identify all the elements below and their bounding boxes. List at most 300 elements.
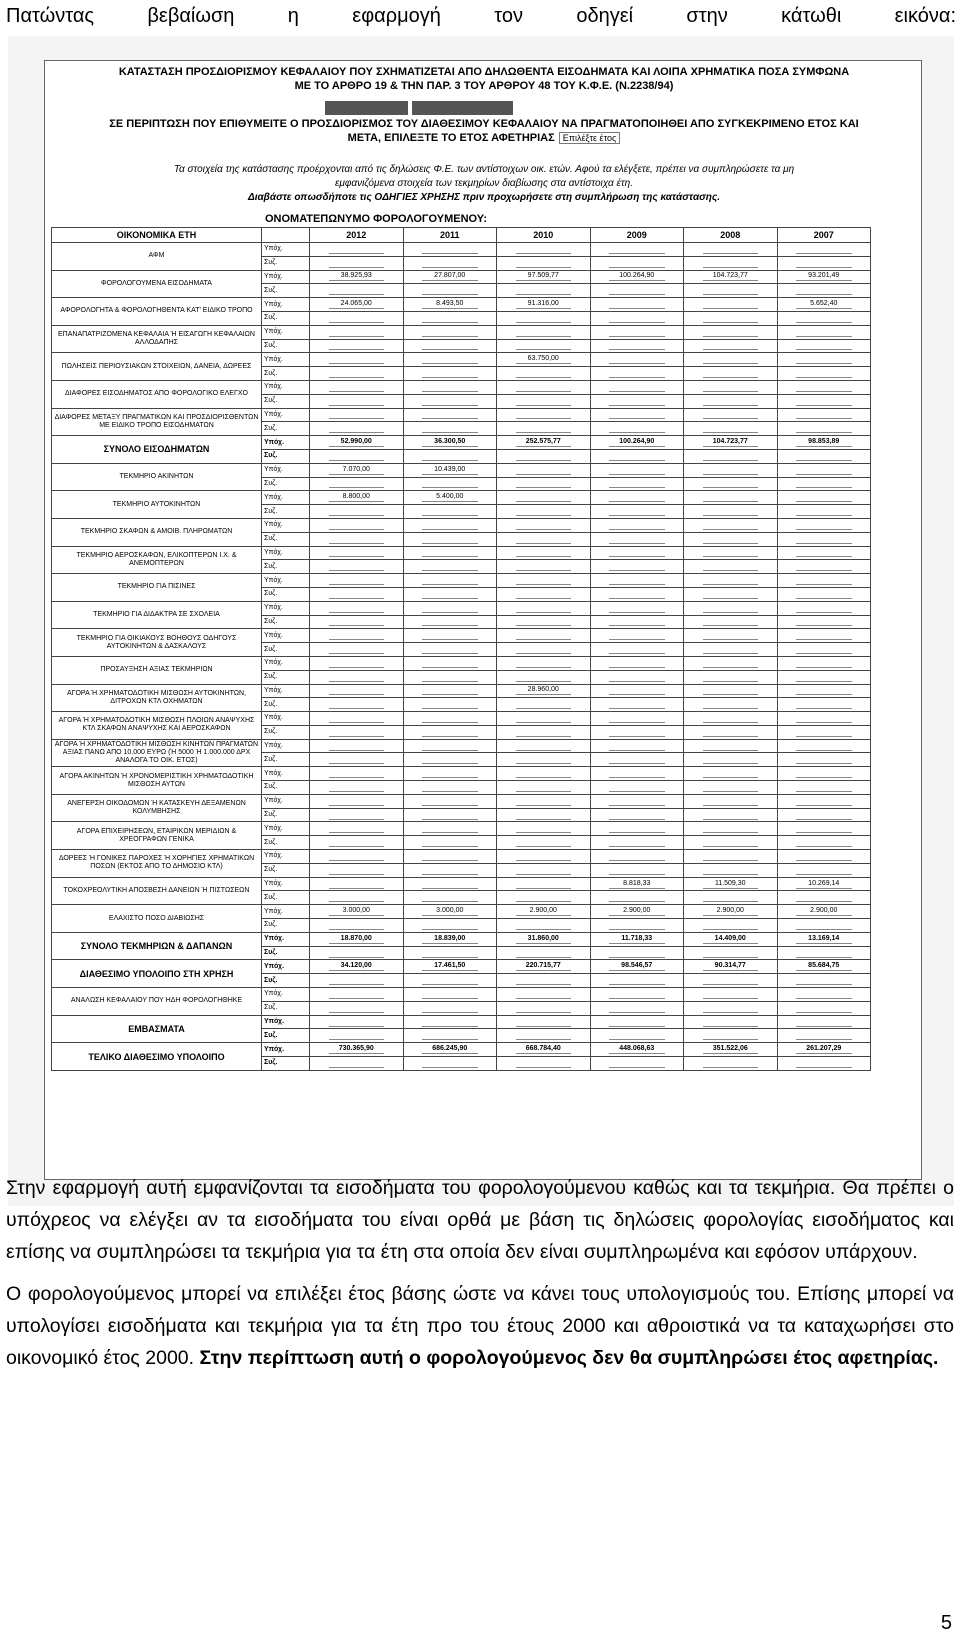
value-cell[interactable] <box>590 256 684 270</box>
value-cell[interactable] <box>403 643 497 657</box>
value-cell[interactable] <box>777 946 871 960</box>
value-cell[interactable] <box>684 891 778 905</box>
value-cell[interactable] <box>403 1015 497 1029</box>
value-cell[interactable] <box>684 339 778 353</box>
value-cell[interactable] <box>497 1001 591 1015</box>
value-cell[interactable] <box>310 325 404 339</box>
value-cell[interactable] <box>403 243 497 257</box>
value-cell[interactable] <box>777 587 871 601</box>
value-cell[interactable] <box>310 836 404 850</box>
value-cell[interactable] <box>684 394 778 408</box>
value-cell[interactable] <box>590 408 684 422</box>
value-cell[interactable] <box>590 988 684 1002</box>
value-cell[interactable] <box>403 629 497 643</box>
value-cell[interactable] <box>590 643 684 657</box>
value-cell[interactable] <box>684 587 778 601</box>
value-cell[interactable] <box>497 794 591 808</box>
value-cell[interactable] <box>403 725 497 739</box>
value-cell[interactable] <box>777 712 871 726</box>
value-cell[interactable] <box>403 615 497 629</box>
value-cell[interactable] <box>684 408 778 422</box>
value-cell[interactable] <box>403 753 497 767</box>
value-cell[interactable] <box>403 436 497 450</box>
value-cell[interactable] <box>590 243 684 257</box>
value-cell[interactable] <box>590 587 684 601</box>
value-cell[interactable] <box>777 1043 871 1057</box>
value-cell[interactable] <box>590 353 684 367</box>
value-cell[interactable] <box>777 574 871 588</box>
value-cell[interactable] <box>684 243 778 257</box>
value-cell[interactable] <box>684 422 778 436</box>
value-cell[interactable] <box>590 436 684 450</box>
value-cell[interactable] <box>310 739 404 753</box>
value-cell[interactable] <box>684 974 778 988</box>
value-cell[interactable] <box>777 463 871 477</box>
value-cell[interactable] <box>590 753 684 767</box>
value-cell[interactable] <box>403 408 497 422</box>
value-cell[interactable] <box>777 850 871 864</box>
value-cell[interactable] <box>590 394 684 408</box>
value-cell[interactable] <box>403 270 497 284</box>
value-cell[interactable] <box>590 560 684 574</box>
value-cell[interactable] <box>590 629 684 643</box>
value-cell[interactable] <box>497 822 591 836</box>
value-cell[interactable] <box>403 560 497 574</box>
value-cell[interactable] <box>310 270 404 284</box>
value-cell[interactable] <box>777 988 871 1002</box>
value-cell[interactable] <box>497 767 591 781</box>
value-cell[interactable] <box>310 587 404 601</box>
value-cell[interactable] <box>497 712 591 726</box>
value-cell[interactable] <box>590 311 684 325</box>
value-cell[interactable] <box>403 739 497 753</box>
value-cell[interactable] <box>684 546 778 560</box>
value-cell[interactable] <box>590 919 684 933</box>
value-cell[interactable] <box>590 574 684 588</box>
value-cell[interactable] <box>310 629 404 643</box>
value-cell[interactable] <box>310 946 404 960</box>
value-cell[interactable] <box>310 698 404 712</box>
value-cell[interactable] <box>777 243 871 257</box>
value-cell[interactable] <box>777 505 871 519</box>
value-cell[interactable] <box>777 753 871 767</box>
value-cell[interactable] <box>310 436 404 450</box>
value-cell[interactable] <box>777 781 871 795</box>
value-cell[interactable] <box>777 394 871 408</box>
value-cell[interactable] <box>684 905 778 919</box>
value-cell[interactable] <box>777 477 871 491</box>
value-cell[interactable] <box>777 518 871 532</box>
value-cell[interactable] <box>497 587 591 601</box>
value-cell[interactable] <box>310 311 404 325</box>
value-cell[interactable] <box>310 988 404 1002</box>
value-cell[interactable] <box>403 311 497 325</box>
value-cell[interactable] <box>777 670 871 684</box>
value-cell[interactable] <box>777 408 871 422</box>
value-cell[interactable] <box>310 615 404 629</box>
value-cell[interactable] <box>403 656 497 670</box>
value-cell[interactable] <box>497 449 591 463</box>
value-cell[interactable] <box>310 505 404 519</box>
value-cell[interactable] <box>777 932 871 946</box>
value-cell[interactable] <box>497 974 591 988</box>
value-cell[interactable] <box>497 656 591 670</box>
value-cell[interactable] <box>590 670 684 684</box>
value-cell[interactable] <box>590 891 684 905</box>
value-cell[interactable] <box>403 505 497 519</box>
value-cell[interactable] <box>497 670 591 684</box>
value-cell[interactable] <box>777 449 871 463</box>
value-cell[interactable] <box>403 422 497 436</box>
value-cell[interactable] <box>310 339 404 353</box>
value-cell[interactable] <box>777 436 871 450</box>
value-cell[interactable] <box>310 394 404 408</box>
value-cell[interactable] <box>497 781 591 795</box>
value-cell[interactable] <box>777 643 871 657</box>
value-cell[interactable] <box>777 270 871 284</box>
value-cell[interactable] <box>310 546 404 560</box>
value-cell[interactable] <box>310 1001 404 1015</box>
value-cell[interactable] <box>310 367 404 381</box>
value-cell[interactable] <box>590 463 684 477</box>
value-cell[interactable] <box>777 698 871 712</box>
value-cell[interactable] <box>684 284 778 298</box>
value-cell[interactable] <box>777 367 871 381</box>
value-cell[interactable] <box>403 712 497 726</box>
value-cell[interactable] <box>590 850 684 864</box>
value-cell[interactable] <box>497 905 591 919</box>
value-cell[interactable] <box>777 836 871 850</box>
value-cell[interactable] <box>310 932 404 946</box>
value-cell[interactable] <box>497 491 591 505</box>
value-cell[interactable] <box>310 960 404 974</box>
value-cell[interactable] <box>497 436 591 450</box>
value-cell[interactable] <box>590 325 684 339</box>
value-cell[interactable] <box>777 684 871 698</box>
value-cell[interactable] <box>310 463 404 477</box>
value-cell[interactable] <box>497 932 591 946</box>
value-cell[interactable] <box>590 284 684 298</box>
value-cell[interactable] <box>403 863 497 877</box>
value-cell[interactable] <box>497 1057 591 1071</box>
value-cell[interactable] <box>403 532 497 546</box>
value-cell[interactable] <box>777 960 871 974</box>
value-cell[interactable] <box>403 1043 497 1057</box>
value-cell[interactable] <box>590 946 684 960</box>
value-cell[interactable] <box>497 643 591 657</box>
value-cell[interactable] <box>497 601 591 615</box>
value-cell[interactable] <box>777 1029 871 1043</box>
value-cell[interactable] <box>403 587 497 601</box>
value-cell[interactable] <box>310 243 404 257</box>
value-cell[interactable] <box>684 877 778 891</box>
value-cell[interactable] <box>590 808 684 822</box>
value-cell[interactable] <box>684 256 778 270</box>
value-cell[interactable] <box>497 477 591 491</box>
value-cell[interactable] <box>777 284 871 298</box>
value-cell[interactable] <box>684 353 778 367</box>
value-cell[interactable] <box>684 601 778 615</box>
value-cell[interactable] <box>590 477 684 491</box>
value-cell[interactable] <box>310 670 404 684</box>
value-cell[interactable] <box>684 919 778 933</box>
value-cell[interactable] <box>497 739 591 753</box>
value-cell[interactable] <box>497 863 591 877</box>
value-cell[interactable] <box>403 767 497 781</box>
value-cell[interactable] <box>684 532 778 546</box>
value-cell[interactable] <box>684 518 778 532</box>
value-cell[interactable] <box>590 1057 684 1071</box>
value-cell[interactable] <box>310 919 404 933</box>
value-cell[interactable] <box>684 629 778 643</box>
value-cell[interactable] <box>310 518 404 532</box>
value-cell[interactable] <box>684 712 778 726</box>
value-cell[interactable] <box>310 477 404 491</box>
value-cell[interactable] <box>310 643 404 657</box>
value-cell[interactable] <box>684 781 778 795</box>
value-cell[interactable] <box>684 463 778 477</box>
value-cell[interactable] <box>310 808 404 822</box>
value-cell[interactable] <box>497 560 591 574</box>
value-cell[interactable] <box>497 574 591 588</box>
value-cell[interactable] <box>684 449 778 463</box>
value-cell[interactable] <box>590 422 684 436</box>
value-cell[interactable] <box>403 491 497 505</box>
value-cell[interactable] <box>497 284 591 298</box>
value-cell[interactable] <box>497 463 591 477</box>
value-cell[interactable] <box>403 698 497 712</box>
value-cell[interactable] <box>310 850 404 864</box>
value-cell[interactable] <box>310 284 404 298</box>
value-cell[interactable] <box>777 725 871 739</box>
value-cell[interactable] <box>403 946 497 960</box>
value-cell[interactable] <box>777 877 871 891</box>
value-cell[interactable] <box>684 946 778 960</box>
value-cell[interactable] <box>590 339 684 353</box>
value-cell[interactable] <box>497 353 591 367</box>
value-cell[interactable] <box>310 767 404 781</box>
value-cell[interactable] <box>497 532 591 546</box>
value-cell[interactable] <box>403 684 497 698</box>
value-cell[interactable] <box>310 380 404 394</box>
value-cell[interactable] <box>310 656 404 670</box>
value-cell[interactable] <box>777 863 871 877</box>
value-cell[interactable] <box>403 974 497 988</box>
value-cell[interactable] <box>403 463 497 477</box>
value-cell[interactable] <box>403 822 497 836</box>
value-cell[interactable] <box>777 560 871 574</box>
value-cell[interactable] <box>684 960 778 974</box>
value-cell[interactable] <box>310 781 404 795</box>
value-cell[interactable] <box>590 532 684 546</box>
value-cell[interactable] <box>684 574 778 588</box>
value-cell[interactable] <box>777 601 871 615</box>
value-cell[interactable] <box>684 270 778 284</box>
value-cell[interactable] <box>403 394 497 408</box>
value-cell[interactable] <box>590 298 684 312</box>
value-cell[interactable] <box>403 477 497 491</box>
value-cell[interactable] <box>684 367 778 381</box>
value-cell[interactable] <box>310 877 404 891</box>
value-cell[interactable] <box>684 1029 778 1043</box>
value-cell[interactable] <box>684 298 778 312</box>
value-cell[interactable] <box>777 629 871 643</box>
form-button-1[interactable] <box>325 101 408 115</box>
value-cell[interactable] <box>497 946 591 960</box>
value-cell[interactable] <box>403 325 497 339</box>
value-cell[interactable] <box>497 367 591 381</box>
value-cell[interactable] <box>403 836 497 850</box>
value-cell[interactable] <box>684 725 778 739</box>
value-cell[interactable] <box>497 546 591 560</box>
value-cell[interactable] <box>497 1015 591 1029</box>
value-cell[interactable] <box>777 905 871 919</box>
value-cell[interactable] <box>684 836 778 850</box>
value-cell[interactable] <box>403 298 497 312</box>
value-cell[interactable] <box>590 449 684 463</box>
value-cell[interactable] <box>310 794 404 808</box>
value-cell[interactable] <box>684 643 778 657</box>
value-cell[interactable] <box>777 794 871 808</box>
value-cell[interactable] <box>403 339 497 353</box>
value-cell[interactable] <box>777 298 871 312</box>
value-cell[interactable] <box>497 1043 591 1057</box>
value-cell[interactable] <box>310 891 404 905</box>
value-cell[interactable] <box>684 656 778 670</box>
value-cell[interactable] <box>777 767 871 781</box>
value-cell[interactable] <box>310 422 404 436</box>
value-cell[interactable] <box>590 656 684 670</box>
value-cell[interactable] <box>310 1057 404 1071</box>
value-cell[interactable] <box>777 1057 871 1071</box>
value-cell[interactable] <box>310 298 404 312</box>
value-cell[interactable] <box>684 767 778 781</box>
value-cell[interactable] <box>590 505 684 519</box>
value-cell[interactable] <box>403 449 497 463</box>
value-cell[interactable] <box>777 656 871 670</box>
value-cell[interactable] <box>684 311 778 325</box>
value-cell[interactable] <box>497 836 591 850</box>
value-cell[interactable] <box>684 491 778 505</box>
value-cell[interactable] <box>310 353 404 367</box>
value-cell[interactable] <box>310 449 404 463</box>
value-cell[interactable] <box>497 505 591 519</box>
value-cell[interactable] <box>777 1001 871 1015</box>
value-cell[interactable] <box>403 905 497 919</box>
value-cell[interactable] <box>777 491 871 505</box>
value-cell[interactable] <box>403 1001 497 1015</box>
value-cell[interactable] <box>777 380 871 394</box>
value-cell[interactable] <box>497 380 591 394</box>
value-cell[interactable] <box>403 877 497 891</box>
value-cell[interactable] <box>497 270 591 284</box>
value-cell[interactable] <box>684 1057 778 1071</box>
value-cell[interactable] <box>590 1043 684 1057</box>
value-cell[interactable] <box>590 974 684 988</box>
start-year-select[interactable]: Επιλέξτε έτος <box>559 132 621 144</box>
value-cell[interactable] <box>497 394 591 408</box>
value-cell[interactable] <box>497 243 591 257</box>
value-cell[interactable] <box>777 325 871 339</box>
value-cell[interactable] <box>684 380 778 394</box>
value-cell[interactable] <box>777 919 871 933</box>
value-cell[interactable] <box>310 574 404 588</box>
value-cell[interactable] <box>590 822 684 836</box>
value-cell[interactable] <box>684 477 778 491</box>
value-cell[interactable] <box>590 367 684 381</box>
value-cell[interactable] <box>310 1043 404 1057</box>
value-cell[interactable] <box>590 932 684 946</box>
value-cell[interactable] <box>590 863 684 877</box>
value-cell[interactable] <box>497 256 591 270</box>
value-cell[interactable] <box>497 808 591 822</box>
value-cell[interactable] <box>403 256 497 270</box>
value-cell[interactable] <box>403 518 497 532</box>
value-cell[interactable] <box>590 698 684 712</box>
value-cell[interactable] <box>310 863 404 877</box>
value-cell[interactable] <box>403 891 497 905</box>
value-cell[interactable] <box>497 311 591 325</box>
value-cell[interactable] <box>590 767 684 781</box>
value-cell[interactable] <box>684 436 778 450</box>
value-cell[interactable] <box>590 1029 684 1043</box>
value-cell[interactable] <box>497 919 591 933</box>
value-cell[interactable] <box>497 725 591 739</box>
value-cell[interactable] <box>777 532 871 546</box>
value-cell[interactable] <box>497 850 591 864</box>
value-cell[interactable] <box>590 877 684 891</box>
value-cell[interactable] <box>684 850 778 864</box>
value-cell[interactable] <box>403 794 497 808</box>
value-cell[interactable] <box>497 960 591 974</box>
value-cell[interactable] <box>403 353 497 367</box>
value-cell[interactable] <box>777 339 871 353</box>
value-cell[interactable] <box>590 794 684 808</box>
value-cell[interactable] <box>403 1057 497 1071</box>
value-cell[interactable] <box>590 781 684 795</box>
value-cell[interactable] <box>590 836 684 850</box>
value-cell[interactable] <box>590 615 684 629</box>
value-cell[interactable] <box>684 863 778 877</box>
value-cell[interactable] <box>497 408 591 422</box>
value-cell[interactable] <box>590 601 684 615</box>
value-cell[interactable] <box>403 988 497 1002</box>
value-cell[interactable] <box>684 1015 778 1029</box>
value-cell[interactable] <box>497 298 591 312</box>
value-cell[interactable] <box>310 601 404 615</box>
value-cell[interactable] <box>310 753 404 767</box>
value-cell[interactable] <box>310 822 404 836</box>
value-cell[interactable] <box>310 1015 404 1029</box>
value-cell[interactable] <box>684 684 778 698</box>
value-cell[interactable] <box>310 974 404 988</box>
value-cell[interactable] <box>497 684 591 698</box>
value-cell[interactable] <box>403 284 497 298</box>
value-cell[interactable] <box>403 960 497 974</box>
value-cell[interactable] <box>590 1001 684 1015</box>
value-cell[interactable] <box>777 974 871 988</box>
value-cell[interactable] <box>590 684 684 698</box>
value-cell[interactable] <box>777 822 871 836</box>
value-cell[interactable] <box>777 739 871 753</box>
value-cell[interactable] <box>310 712 404 726</box>
value-cell[interactable] <box>684 1001 778 1015</box>
value-cell[interactable] <box>684 615 778 629</box>
value-cell[interactable] <box>684 505 778 519</box>
value-cell[interactable] <box>403 850 497 864</box>
value-cell[interactable] <box>403 808 497 822</box>
value-cell[interactable] <box>310 684 404 698</box>
